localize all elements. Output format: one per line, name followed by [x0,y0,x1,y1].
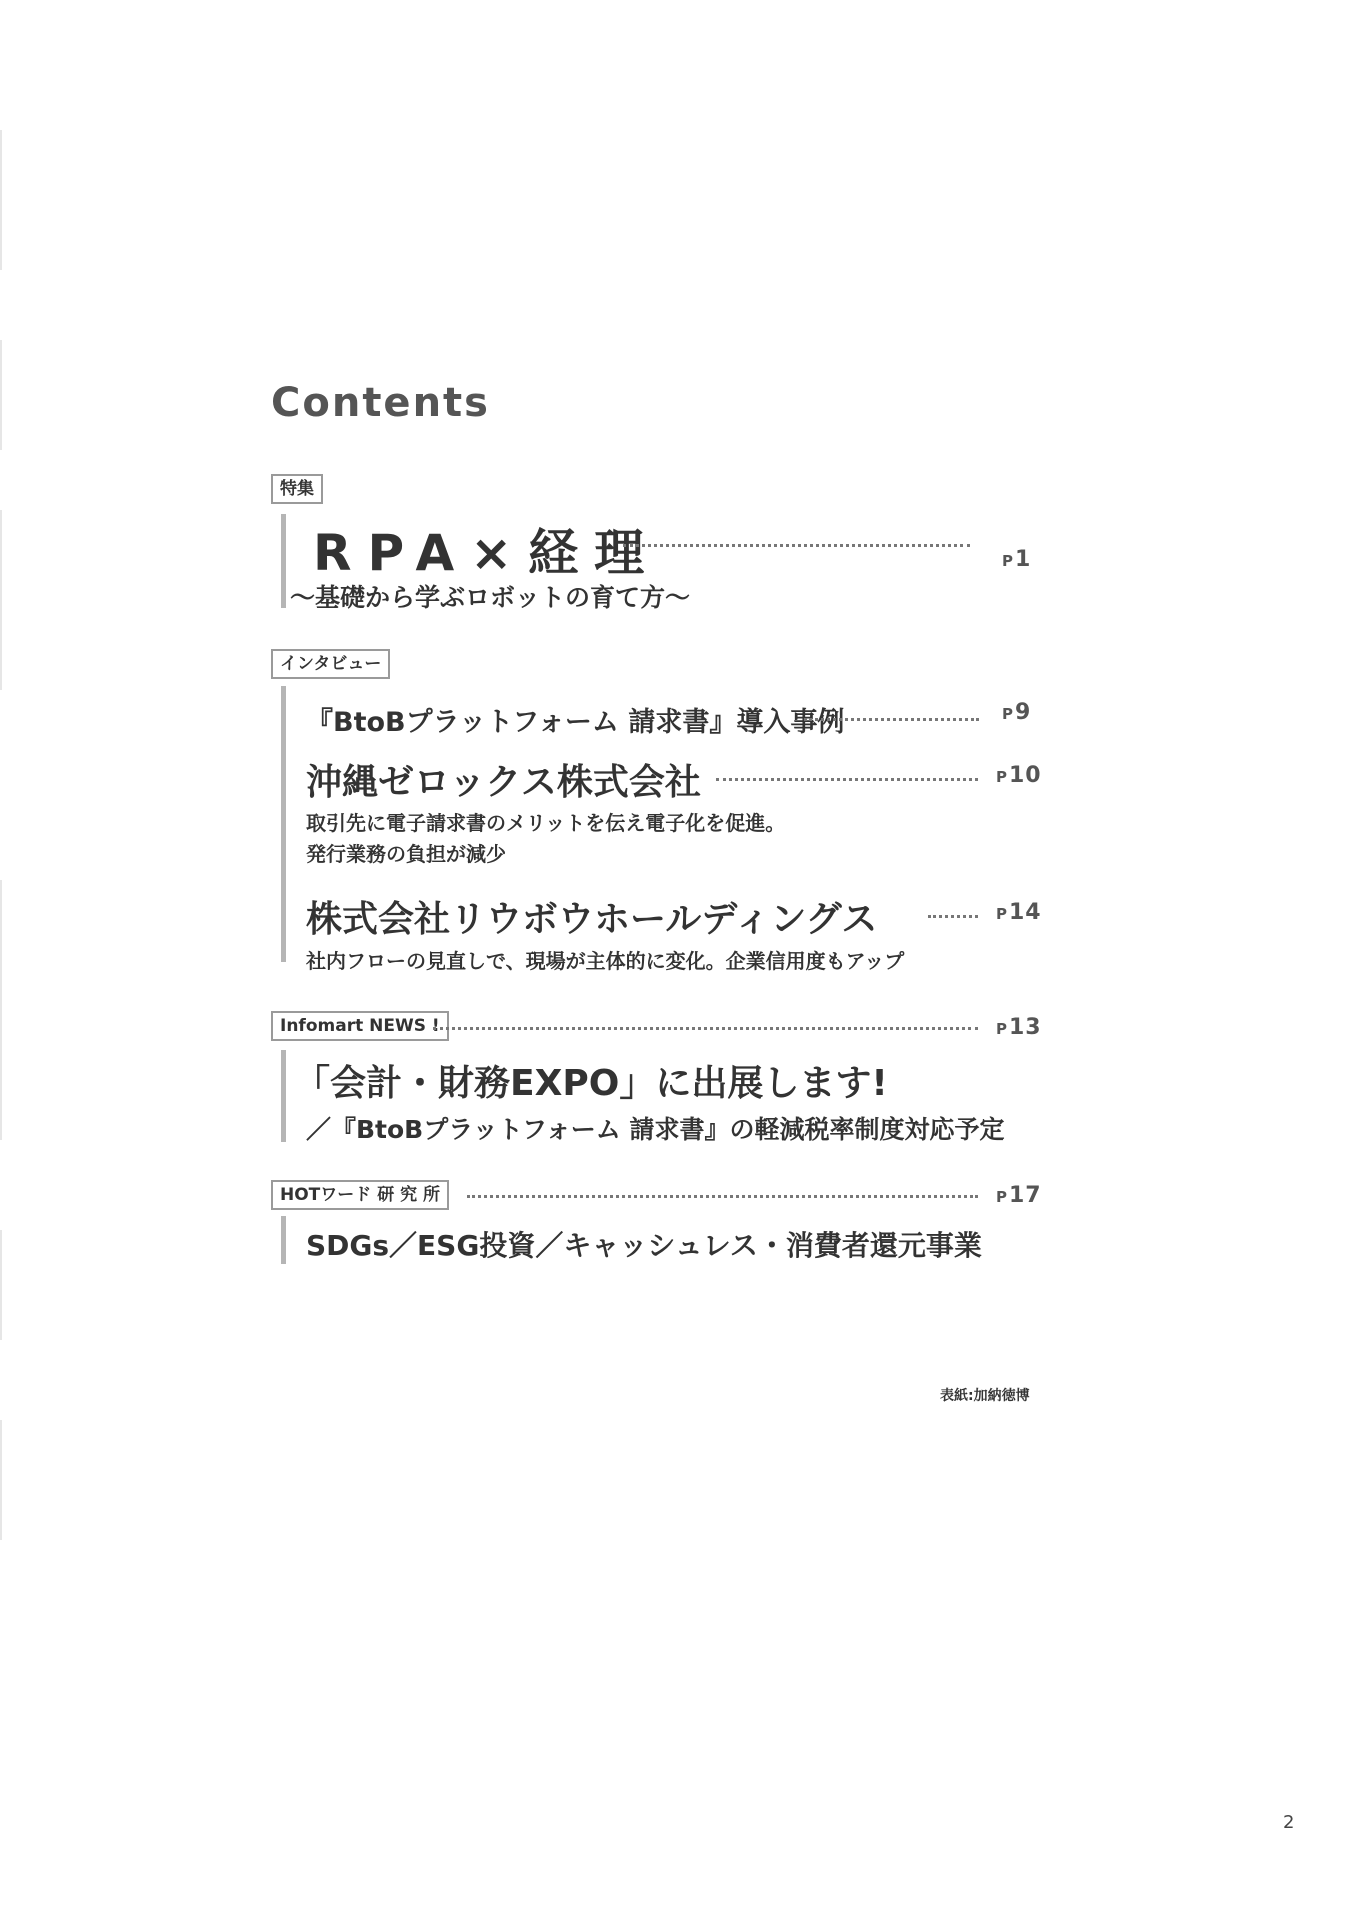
news-tag: Infomart NEWS ! [271,1011,449,1041]
hotword-tag: HOTワード 研 究 所 [271,1180,449,1210]
hotword-heading: SDGs／ESG投資／キャッシュレス・消費者還元事業 [306,1229,982,1262]
edge-mark [0,1420,2,1540]
edge-mark [0,510,2,690]
edge-mark [0,1230,2,1340]
page-ref-number: 17 [1009,1183,1042,1208]
page-ref-interview-3 [996,900,1042,925]
page-ref-number: 14 [1009,900,1042,925]
section-bar [281,1216,286,1264]
page-number: 2 [1283,1812,1295,1833]
interview-heading-1: 『BtoBプラットフォーム 請求書』導入事例 [306,707,845,738]
news-sub: ／『BtoBプラットフォーム 請求書』の軽減税率制度対応予定 [306,1115,1005,1144]
leader-dots [928,915,978,918]
special-subtitle: 〜基礎から学ぶロボットの育て方〜 [290,583,691,612]
interview-tag: インタビュー [271,649,390,679]
leader-dots [433,1027,978,1030]
leader-dots [467,1195,978,1198]
page-prefix: P [996,905,1008,923]
edge-mark [0,340,2,450]
interview-desc-3: 社内フローの見直しで、現場が主体的に変化。企業信用度もアップ [306,949,905,973]
edge-mark [0,880,2,1140]
edge-mark [0,130,2,270]
page-ref-hotword [996,1183,1042,1208]
page-prefix: P [996,1020,1008,1038]
page-prefix: P [996,1188,1008,1206]
interview-desc-2a: 取引先に電子請求書のメリットを伝え電子化を促進。 [306,811,786,835]
page-prefix: P [996,768,1008,786]
special-tag: 特集 [271,474,323,504]
page-ref-interview-1 [1002,700,1031,725]
section-bar [281,686,286,962]
cover-credit: 表紙:加納徳博 [940,1388,1030,1404]
leader-dots [716,778,978,781]
page-prefix: P [1002,552,1014,570]
leader-dots [804,718,979,721]
page-ref-number: 13 [1009,1015,1042,1040]
leader-dots [623,544,970,547]
page-ref-number: 1 [1015,547,1032,572]
interview-heading-3: 株式会社リウボウホールディングス [306,899,878,940]
page-title: Contents [271,380,490,426]
section-bar [281,514,286,608]
page-ref-number: 9 [1015,700,1032,725]
page-ref-interview-2 [996,763,1042,788]
page-ref-special [1002,547,1031,572]
page-ref-number: 10 [1009,763,1042,788]
interview-heading-2: 沖縄ゼロックス株式会社 [306,762,701,803]
page-prefix: P [1002,705,1014,723]
section-bar [281,1050,286,1142]
special-headline: RPA×経理 [313,524,661,582]
news-heading: 「会計・財務EXPO」に出展します! [294,1063,888,1104]
interview-desc-2b: 発行業務の負担が減少 [306,842,506,866]
page-ref-news [996,1015,1042,1040]
